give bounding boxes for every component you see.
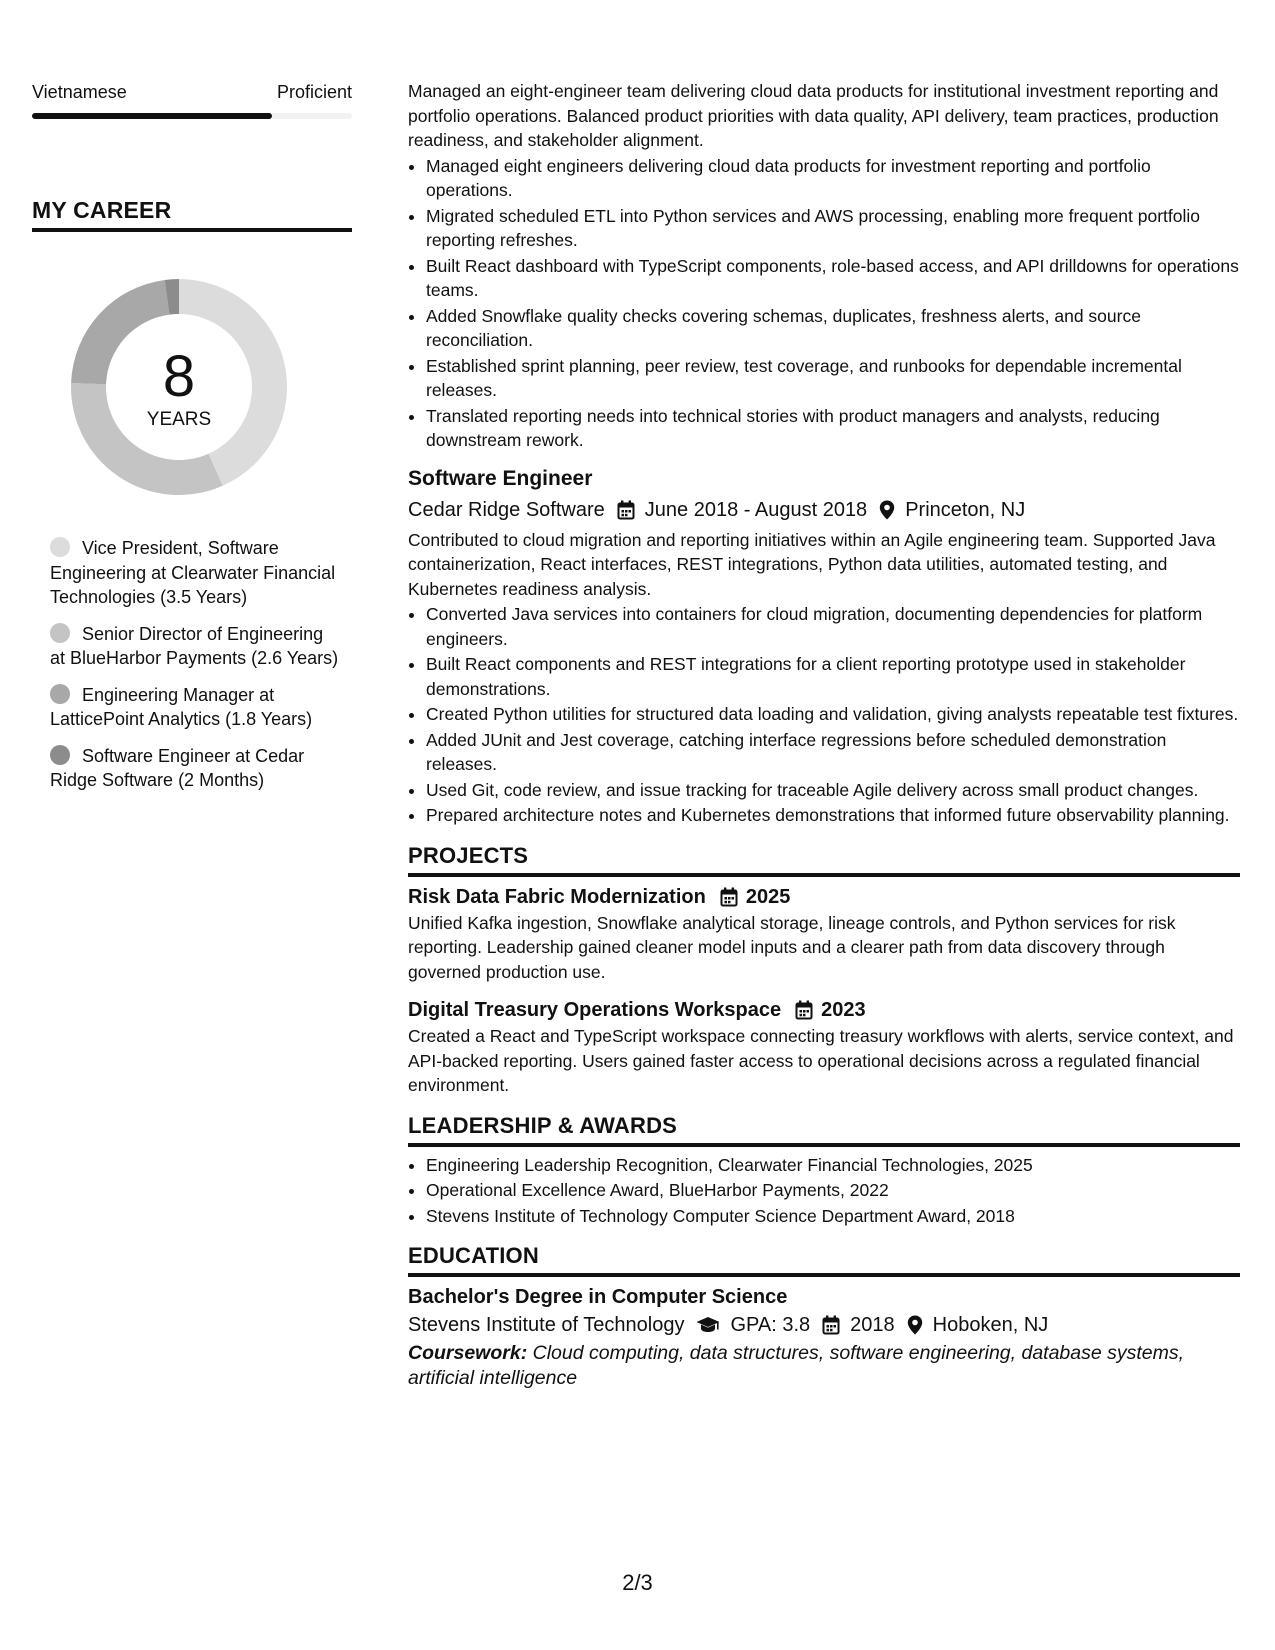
list-item: • Created Python utilities for structured data loading and validation, giving analysts repeatable test fixtures. [426,702,1240,727]
list-item: • Managed eight engineers delivering cloud data products for investment reporting and portfolio operations. [426,154,1240,203]
job-dates: June 2018 - August 2018 [644,498,868,521]
career-total-unit: YEARS [146,409,212,430]
left-column [32,80,352,805]
education-year: 2018 [850,1314,895,1336]
coursework-text: Cloud computing, data structures, software engineering, database systems, artificial intelligence [408,1342,1185,1389]
career-role: Engineering Manager at LatticePoint Analytics (1.8 Years) [50,684,313,729]
job-bullets [408,602,1240,828]
education-gpa: GPA: 3.8 [730,1314,811,1336]
project-title-row [408,883,1240,911]
list-item: • Operational Excellence Award, BlueHarbor Payments, 2022 [426,1178,1240,1203]
career-role: Software Engineer at Cedar Ridge Software (2 Months) [50,745,305,790]
project-title-row [408,996,1240,1024]
list-item: • Added JUnit and Jest coverage, catching interface regressions before scheduled demonstration releases. [426,728,1240,777]
education-degree: Bachelor's Degree in Computer Science [408,1286,788,1308]
project-title: Risk Data Fabric Modernization [408,885,706,908]
list-item: • Used Git, code review, and issue tracking for traceable Agile delivery across small product changes. [426,778,1240,803]
list-item: • Prepared architecture notes and Kubernetes demonstrations that informed future observability planning. [426,803,1240,828]
job-title: Software Engineer [408,466,593,490]
project-year: 2025 [745,885,791,908]
calendar-icon [617,500,635,520]
projects-rule [408,873,1240,877]
legend-dot-icon [50,684,70,704]
list-item: • Established sprint planning, peer review, test coverage, and runbooks for dependable incremental releases. [426,354,1240,403]
list-item: • Converted Java services into containers for cloud migration, documenting dependencies for platform engineers. [426,602,1240,651]
map-pin-icon [879,500,895,520]
list-item: • Added Snowflake quality checks covering schemas, duplicates, freshness alerts, and source reconciliation. [426,304,1240,353]
prev-job-bullets [408,154,1240,453]
job-company: Cedar Ridge Software [408,498,605,521]
education-school: Stevens Institute of Technology [408,1314,685,1336]
list-item: • Translated reporting needs into technical stories with product managers and analysts, reducing downstream rework. [426,404,1240,453]
coursework-label: Coursework: [408,1342,528,1364]
career-heading: MY CAREER [32,197,172,223]
legend-dot-icon [50,745,70,765]
education-rule [408,1273,1240,1277]
projects-heading: PROJECTS [408,842,529,868]
donut-center [64,344,294,432]
right-column [408,79,1240,1391]
education-heading: EDUCATION [408,1243,539,1268]
career-legend-item [50,536,340,610]
language-row [32,80,352,104]
career-heading-rule [32,228,352,232]
list-item: • Migrated scheduled ETL into Python services and AWS processing, enabling more frequent portfolio reporting refreshes. [426,204,1240,253]
job-location: Princeton, NJ [905,498,1026,521]
language-proficiency-fill [32,113,272,119]
legend-dot-icon [50,537,70,557]
job-summary: Contributed to cloud migration and reporting initiatives within an Agile engineering team. Supported Java containerization, React interfaces, REST integrations, Python data utilities, automated testing, and Kubernetes readiness analysis. [408,529,1216,599]
list-item: • Stevens Institute of Technology Computer Science Department Award, 2018 [426,1204,1240,1229]
career-role: Vice President, Software Engineering at Clearwater Financial Technologies (3.5 Years) [50,538,336,607]
language-level: Proficient [276,82,352,102]
language-name: Vietnamese [32,82,127,102]
list-item: • Built React dashboard with TypeScript components, role-based access, and API drilldowns for operations teams. [426,254,1240,303]
career-legend-item [50,683,340,732]
career-donut-chart [64,272,294,502]
awards-list [408,1153,1240,1229]
career-total-number: 8 [162,344,196,409]
project-description: Unified Kafka ingestion, Snowflake analytical storage, lineage controls, and Python services for risk reporting. Leadership gained cleaner model inputs and a clearer path from data discovery through governed production use. [408,912,1176,982]
project-description: Created a React and TypeScript workspace connecting treasury workflows with alerts, service context, and API-backed reporting. Users gained faster access to operational decisions across a regulated financial environment. [408,1026,1234,1095]
education-meta [408,1311,1240,1339]
career-role: Senior Director of Engineering at BlueHarbor Payments (2.6 Years) [50,623,339,668]
graduation-cap-icon [696,1316,720,1334]
career-legend [32,536,340,793]
list-item: • Built React components and REST integrations for a client reporting prototype used in stakeholder demonstrations. [426,652,1240,701]
calendar-icon [822,1315,840,1335]
awards-heading: LEADERSHIP & AWARDS [408,1112,678,1138]
job-meta [408,496,1240,524]
education-coursework [408,1341,1240,1391]
language-proficiency-bar [32,113,352,119]
career-legend-item [50,622,340,671]
prev-job-summary: Managed an eight-engineer team delivering cloud data products for institutional investment reporting and portfolio operations. Balanced product priorities with data quality, API delivery, team practices, production readiness, and stakeholder alignment. [408,81,1219,150]
page-number: 2/3 [622,1570,653,1595]
map-pin-icon [907,1315,923,1335]
list-item: • Engineering Leadership Recognition, Clearwater Financial Technologies, 2025 [426,1153,1240,1178]
education-location: Hoboken, NJ [932,1314,1049,1336]
calendar-icon [795,1000,813,1020]
legend-dot-icon [50,623,70,643]
project-year: 2023 [821,999,866,1021]
awards-rule [408,1143,1240,1147]
project-title: Digital Treasury Operations Workspace [408,999,782,1021]
calendar-icon [720,887,738,907]
career-legend-item [50,744,340,793]
